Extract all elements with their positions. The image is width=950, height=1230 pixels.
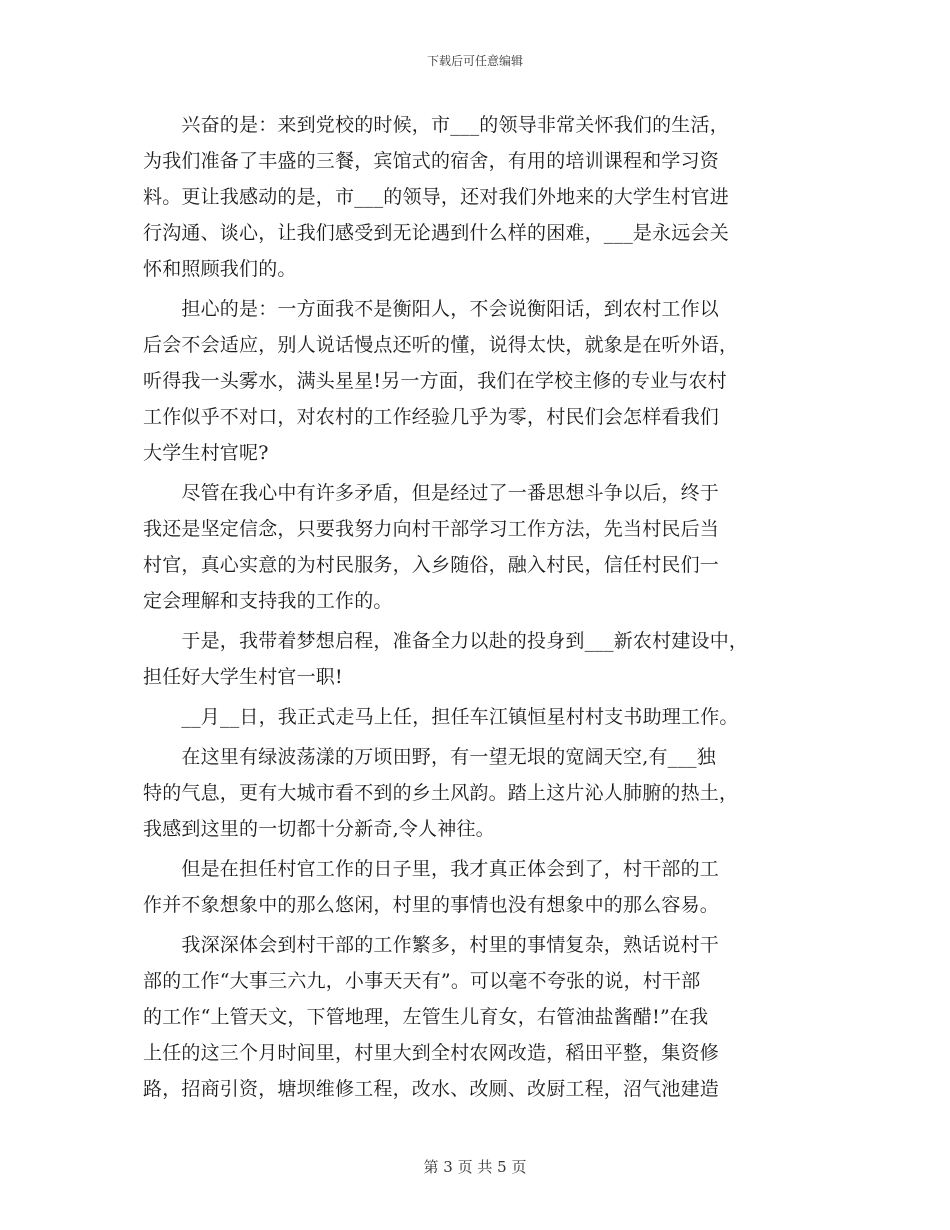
text-line: 我深深体会到村干部的工作繁多，村里的事情复杂，熟话说村干 — [143, 934, 720, 956]
text-line: 担心的是：一方面我不是衡阳人，不会说衡阳话，到农村工作以 — [143, 298, 720, 320]
text-line: 部的工作“大事三六九，小事天天有”。可以毫不夸张的说，村干部 — [143, 970, 701, 992]
document-body — [143, 107, 813, 1107]
text-line: 兴奋的是：来到党校的时候，市___的领导非常关怀我们的生活， — [143, 114, 729, 136]
text-line: 作并不象想象中的那么悠闲，村里的事情也没有想象中的那么容易。 — [143, 894, 720, 916]
text-line: 在这里有绿波荡漾的万顷田野，有一望无垠的宽阔天空,有___独 — [143, 746, 716, 768]
text-line: 定会理解和支持我的工作的。 — [143, 590, 393, 612]
text-line: 的工作“上管天文，下管地理，左管生儿育女，右管油盐酱醋!”在我 — [143, 1006, 709, 1028]
text-line: 路，招商引资，塘坝维修工程，改水、改厕、改厨工程，沼气池建造 — [143, 1078, 720, 1100]
text-line: 我还是坚定信念，只要我努力向村干部学习工作方法，先当村民后当 — [143, 518, 720, 540]
text-line: 上任的这三个月时间里，村里大到全村农网改造，稻田平整，集资修 — [143, 1042, 720, 1064]
text-line: 特的气息，更有大城市看不到的乡土风韵。踏上这片沁人肺腑的热土， — [143, 782, 739, 804]
text-line: 于是，我带着梦想启程，准备全力以赴的投身到___新农村建设中， — [143, 630, 749, 652]
text-line: 担任好大学生村官一职! — [143, 666, 343, 688]
page-footer: 第 3 页 共 5 页 — [423, 1158, 527, 1176]
text-line: 我感到这里的一切都十分新奇,令人神往。 — [143, 818, 495, 840]
text-line: 怀和照顾我们的。 — [143, 258, 297, 280]
text-line: 大学生村官呢? — [143, 442, 269, 464]
text-line: 村官，真心实意的为村民服务，入乡随俗，融入村民，信任村民们一 — [143, 554, 720, 576]
text-line: 工作似乎不对口，对农村的工作经验几乎为零，村民们会怎样看我们 — [143, 406, 720, 428]
text-line: 为我们准备了丰盛的三餐，宾馆式的宿舍，有用的培训课程和学习资 — [143, 150, 720, 172]
text-line: 听得我一头雾水，满头星星!另一方面，我们在学校主修的专业与农村 — [143, 370, 727, 392]
page-header: 下载后可任意编辑 — [426, 54, 523, 68]
text-line: 后会不会适应，别人说话慢点还听的懂，说得太快，就象是在听外语， — [143, 334, 739, 356]
text-line: 尽管在我心中有许多矛盾，但是经过了一番思想斗争以后，终于 — [143, 482, 720, 504]
text-line: 行沟通、谈心，让我们感受到无论遇到什么样的困难，___是永远会关 — [143, 222, 729, 244]
text-line: 但是在担任村官工作的日子里，我才真正体会到了，村干部的工 — [143, 858, 720, 880]
text-line: __月__日，我正式走马上任，担任车江镇恒星村村支书助理工作。 — [143, 706, 739, 728]
text-line: 料。更让我感动的是，市___的领导，还对我们外地来的大学生村官进 — [143, 186, 729, 208]
